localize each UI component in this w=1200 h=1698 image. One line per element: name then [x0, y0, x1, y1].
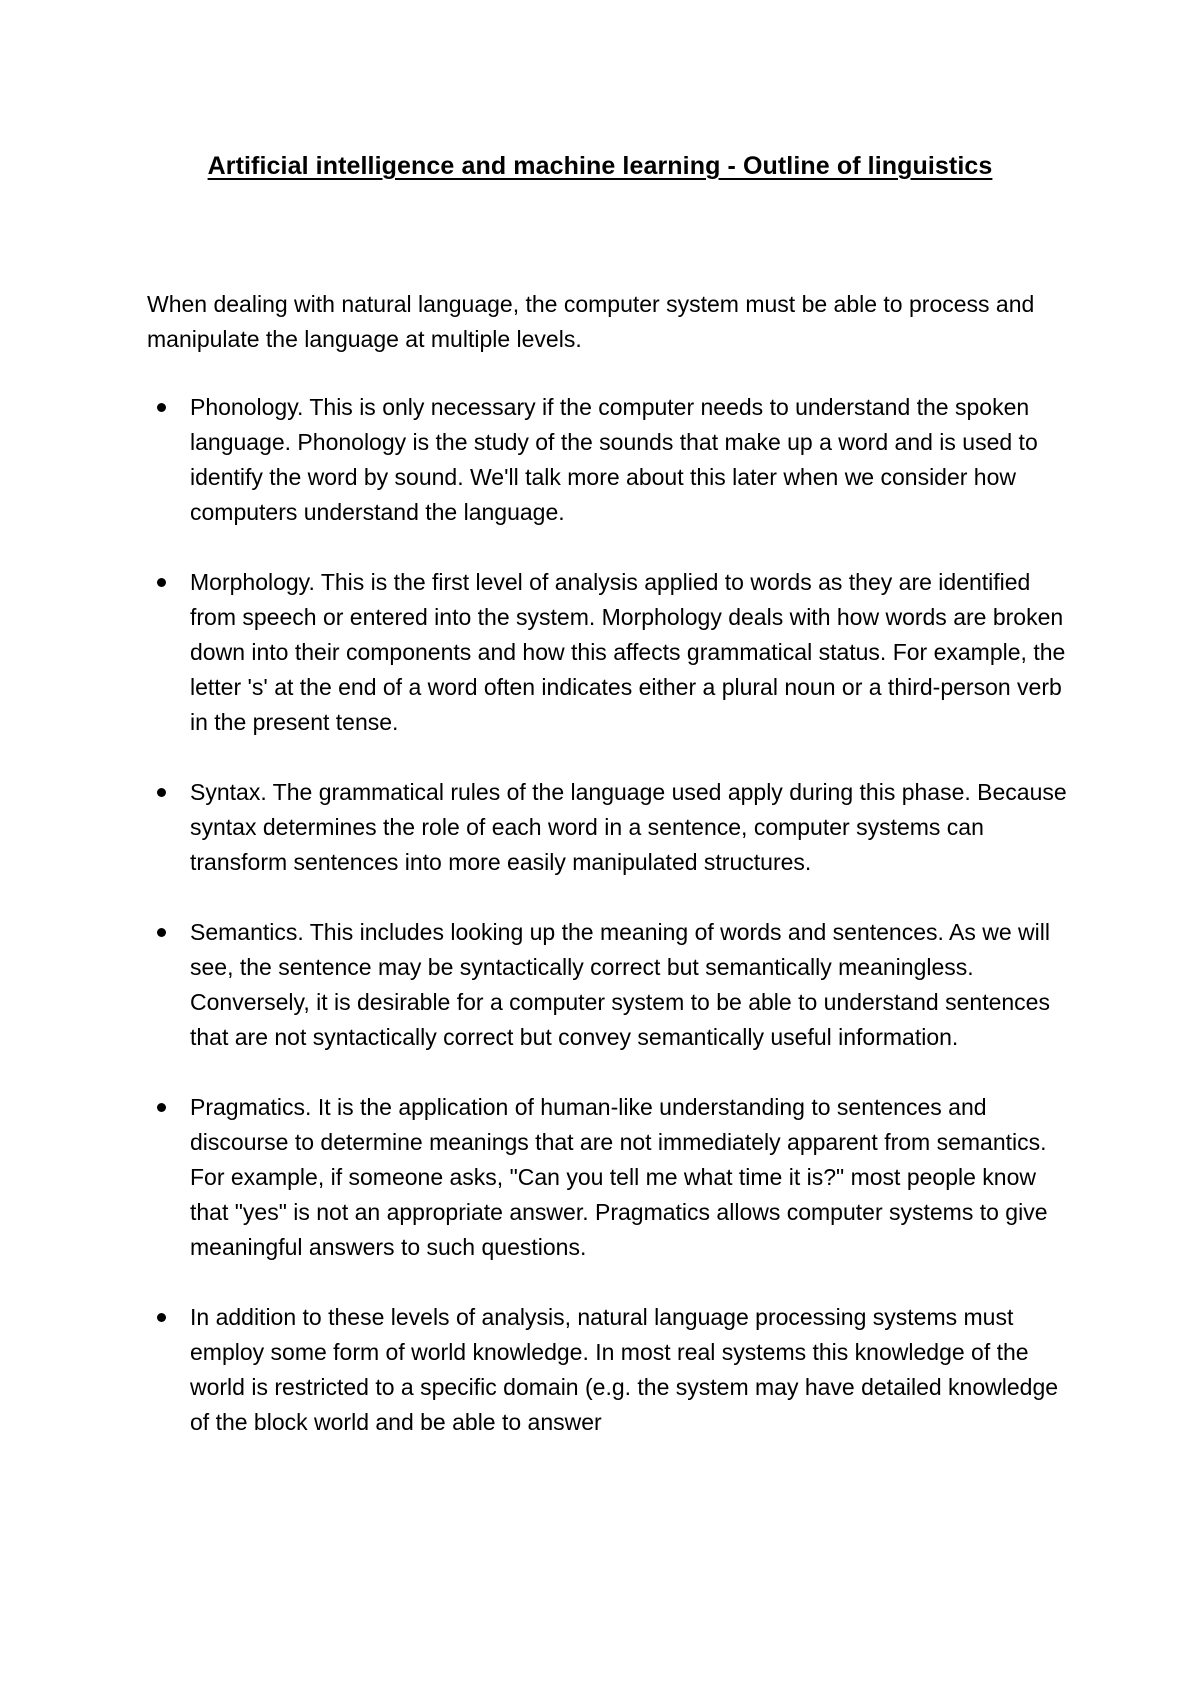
bullet-item-pragmatics: [147, 1090, 1067, 1265]
bullet-item-phonology: [147, 390, 1067, 530]
bullet-text: Syntax. The grammatical rules of the language used apply during this phase. Because syntax determines the role of each word in a sentence, computer systems can transform sentences into more easily manipulated structures.: [190, 779, 1067, 875]
bullet-item-morphology: [147, 565, 1067, 740]
bullet-icon: [157, 403, 166, 412]
bullet-item-syntax: [147, 775, 1067, 880]
bullet-text: In addition to these levels of analysis, natural language processing systems must employ some form of world knowledge. In most real systems this knowledge of the world is restricted to a specific domain (e.g. the system may have detailed knowledge of the block world and be able to answer: [190, 1304, 1059, 1435]
bullet-text: Pragmatics. It is the application of human-like understanding to sentences and discourse to determine meanings that are not immediately apparent from semantics. For example, if someone asks, "Can you tell me what time it is?" most people know that "yes" is not an appropriate answer. Pragmatics allows computer systems to give meaningful answers to such questions.: [190, 1094, 1048, 1260]
bullet-text: Morphology. This is the first level of analysis applied to words as they are identified from speech or entered into the system. Morphology deals with how words are broken down into their components and how this affects grammatical status. For example, the letter 's' at the end of a word often indicates either a plural noun or a third-person verb in the present tense.: [190, 569, 1066, 735]
bullet-item-world-knowledge: [147, 1300, 1067, 1440]
bullet-icon: [157, 578, 166, 587]
document-title: Artificial intelligence and machine learning - Outline of linguistics: [207, 152, 993, 180]
intro-paragraph: When dealing with natural language, the computer system must be able to process and manipulate the language at multiple levels.: [147, 291, 1035, 352]
bullet-icon: [157, 788, 166, 797]
bullet-text: Phonology. This is only necessary if the computer needs to understand the spoken language. Phonology is the study of the sounds that make up a word and is used to identify the word by sound. We'll talk more about this later when we consider how computers understand the language.: [190, 394, 1038, 525]
bullet-list: [147, 390, 1067, 1475]
bullet-icon: [157, 1313, 166, 1322]
bullet-item-semantics: [147, 915, 1067, 1055]
bullet-icon: [157, 1103, 166, 1112]
bullet-icon: [157, 928, 166, 937]
bullet-text: Semantics. This includes looking up the meaning of words and sentences. As we will see, the sentence may be syntactically correct but semantically meaningless. Conversely, it is desirable for a computer system to be able to understand sentences that are not syntactically correct but convey semantically useful information.: [190, 919, 1050, 1050]
